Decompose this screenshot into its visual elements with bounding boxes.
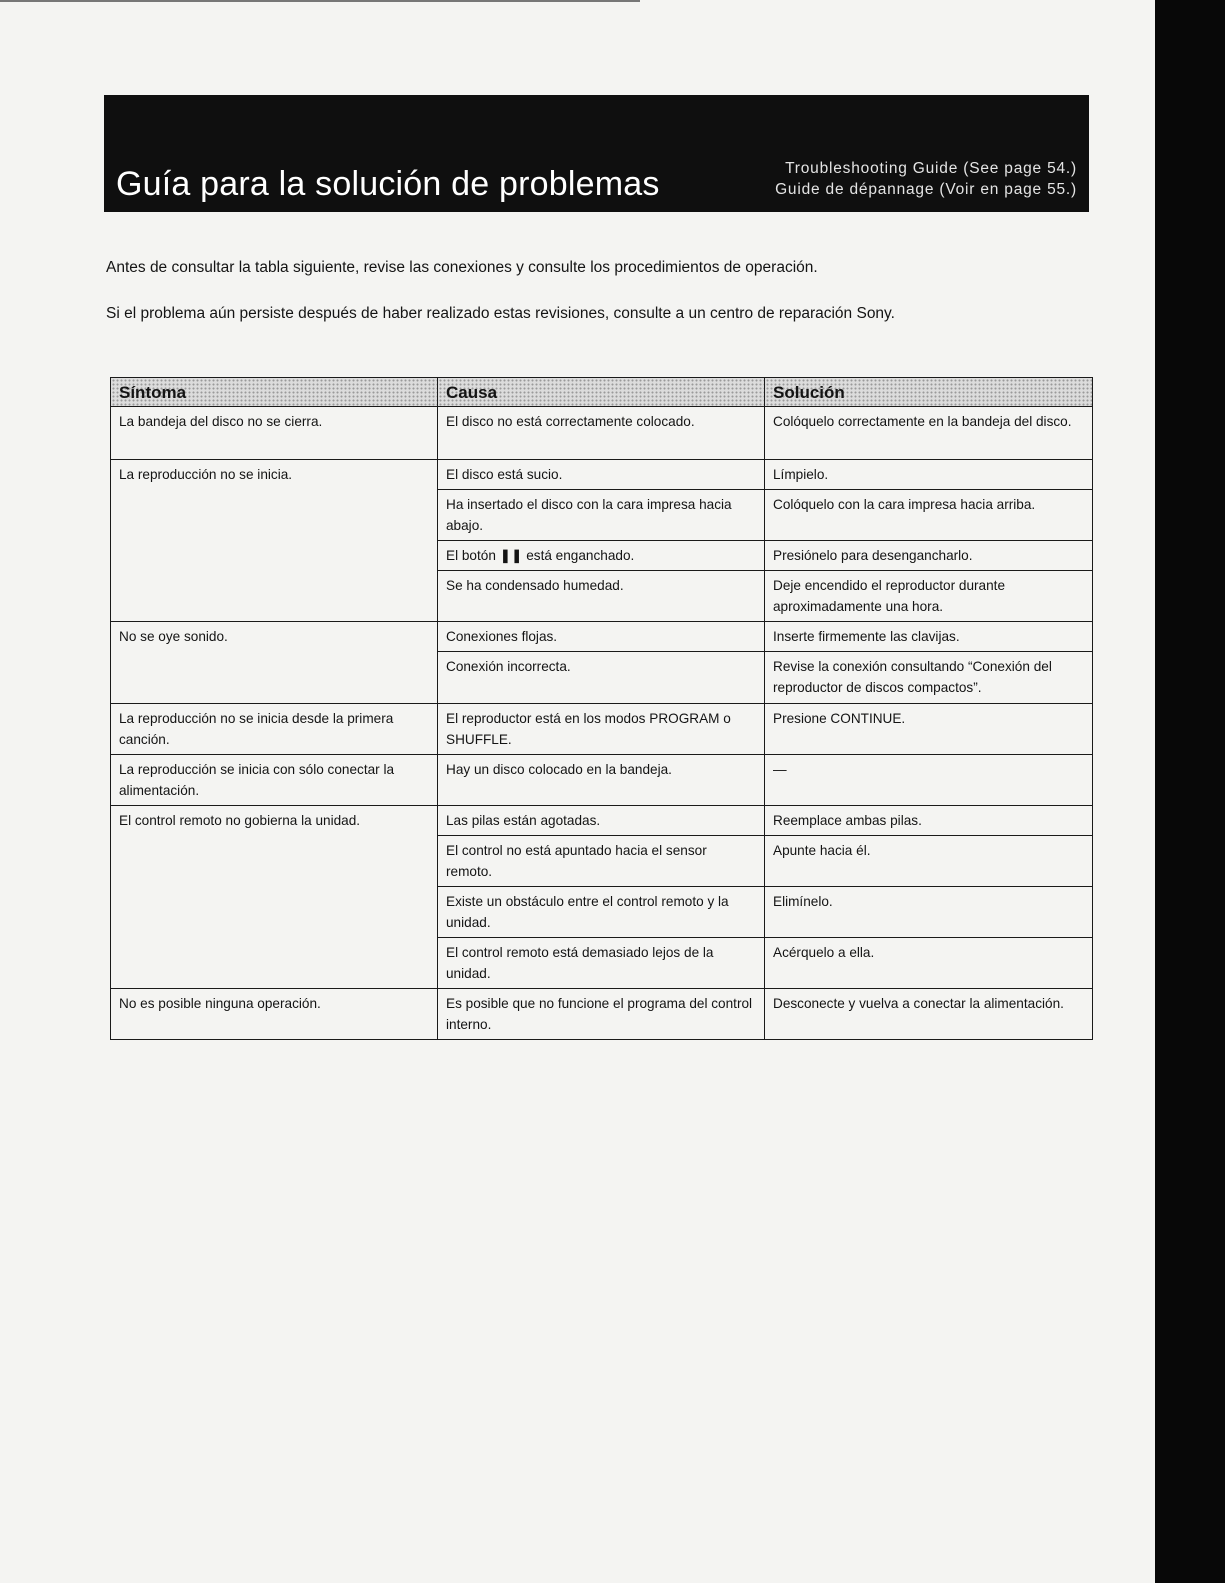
table-row xyxy=(111,755,1093,806)
table-header-row xyxy=(111,378,1093,407)
symptom-cell: La reproducción no se inicia. xyxy=(111,460,438,622)
table-row xyxy=(111,622,1093,652)
solution-cell: — xyxy=(765,755,1093,806)
cause-cell: Conexiones flojas. xyxy=(438,622,765,652)
cause-cell: Las pilas están agotadas. xyxy=(438,806,765,836)
solution-cell: Límpielo. xyxy=(765,460,1093,490)
symptom-cell: No se oye sonido. xyxy=(111,622,438,704)
solution-cell: Colóquelo con la cara impresa hacia arriba. xyxy=(765,490,1093,541)
cause-cell: Ha insertado el disco con la cara impresa hacia abajo. xyxy=(438,490,765,541)
table-row xyxy=(111,989,1093,1040)
cross-references xyxy=(775,158,1077,200)
solution-cell: Acérquelo a ella. xyxy=(765,938,1093,989)
table-row xyxy=(111,806,1093,836)
cause-cell: Existe un obstáculo entre el control remoto y la unidad. xyxy=(438,887,765,938)
header-cause: Causa xyxy=(438,378,765,407)
cause-cell: El botón ❚❚ está enganchado. xyxy=(438,541,765,571)
symptom-cell: No es posible ninguna operación. xyxy=(111,989,438,1040)
cause-cell: El reproductor está en los modos PROGRAM o SHUFFLE. xyxy=(438,704,765,755)
cross-ref-english: Troubleshooting Guide (See page 54.) xyxy=(785,160,1077,177)
symptom-cell: El control remoto no gobierna la unidad. xyxy=(111,806,438,989)
cause-cell: El control remoto está demasiado lejos de la unidad. xyxy=(438,938,765,989)
table-row xyxy=(111,407,1093,460)
solution-cell: Inserte firmemente las clavijas. xyxy=(765,622,1093,652)
symptom-cell: La reproducción no se inicia desde la primera canción. xyxy=(111,704,438,755)
cross-ref-french: Guide de dépannage (Voir en page 55.) xyxy=(775,181,1077,198)
page-edge-shadow xyxy=(1155,0,1225,1583)
cause-cell: Conexión incorrecta. xyxy=(438,652,765,704)
solution-cell: Revise la conexión consultando “Conexión del reproductor de discos compactos”. xyxy=(765,652,1093,704)
cause-cell: El control no está apuntado hacia el sensor remoto. xyxy=(438,836,765,887)
solution-cell: Desconecte y vuelva a conectar la alimentación. xyxy=(765,989,1093,1040)
cause-cell: El disco está sucio. xyxy=(438,460,765,490)
cause-cell: Hay un disco colocado en la bandeja. xyxy=(438,755,765,806)
cause-cell: Es posible que no funcione el programa del control interno. xyxy=(438,989,765,1040)
header-symptom: Síntoma xyxy=(111,378,438,407)
solution-cell: Presione CONTINUE. xyxy=(765,704,1093,755)
cause-cell: Se ha condensado humedad. xyxy=(438,571,765,622)
solution-cell: Presiónelo para desengancharlo. xyxy=(765,541,1093,571)
solution-cell: Colóquelo correctamente en la bandeja del disco. xyxy=(765,407,1093,460)
title-banner xyxy=(104,95,1089,212)
solution-cell: Apunte hacia él. xyxy=(765,836,1093,887)
top-rule xyxy=(0,0,640,2)
table-row xyxy=(111,460,1093,490)
table-row xyxy=(111,704,1093,755)
symptom-cell: La reproducción se inicia con sólo conectar la alimentación. xyxy=(111,755,438,806)
intro-paragraph: Si el problema aún persiste después de haber realizado estas revisiones, consulte a un centro de reparación Sony. xyxy=(106,305,895,322)
solution-cell: Deje encendido el reproductor durante aproximadamente una hora. xyxy=(765,571,1093,622)
solution-cell: Reemplace ambas pilas. xyxy=(765,806,1093,836)
page-title: Guía para la solución de problemas xyxy=(116,165,660,203)
cause-cell: El disco no está correctamente colocado. xyxy=(438,407,765,460)
solution-cell: Elimínelo. xyxy=(765,887,1093,938)
intro-paragraph: Antes de consultar la tabla siguiente, revise las conexiones y consulte los procedimientos de operación. xyxy=(106,259,818,276)
symptom-cell: La bandeja del disco no se cierra. xyxy=(111,407,438,460)
troubleshooting-table xyxy=(110,377,1093,1040)
header-solution: Solución xyxy=(765,378,1093,407)
